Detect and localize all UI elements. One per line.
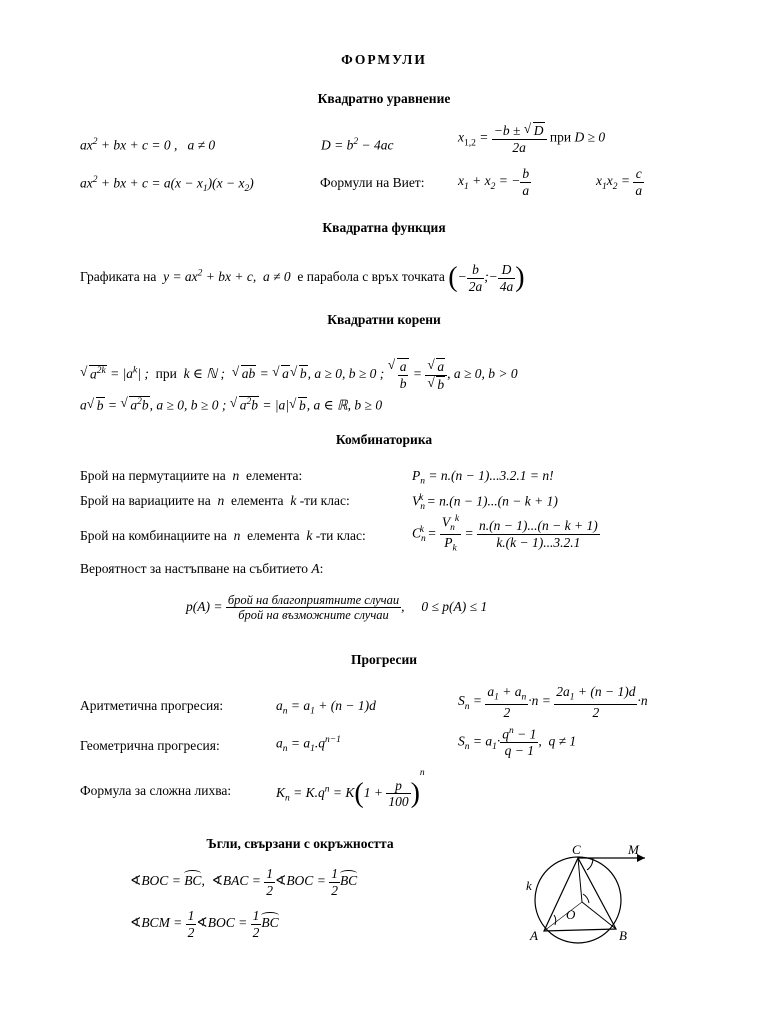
label-a: A <box>530 928 538 943</box>
compound-label: Формула за сложна лихва: <box>80 783 232 798</box>
segment-ob <box>582 902 616 929</box>
factored-form-formula: $ax^2$ + bx + $c = a(x - x_1)(x - x_2)$ <box>80 175 254 195</box>
tangent-chord-angle-formula: ∢BCM = $\frac{1}{2}$ ∢BOC = $\frac{1}{2}$ BC <box>130 908 279 940</box>
geometric-sum: $S_n = a_1\cdot$ $\frac{q^n - 1}{q - 1}$ , q ≠ 1 <box>458 726 577 759</box>
section-combinatorics: Комбинаторика <box>335 432 433 447</box>
probability-label: Вероятност за настъпване на събитието A: <box>80 561 324 576</box>
compound-interest-formula: $K_n = K.q^n = K(1$ + $\frac{p}{100}$ )$^n$ <box>276 768 425 810</box>
permutations-label: Брой на пермутациите на n елемента: <box>80 468 303 483</box>
label-b: B <box>619 928 627 943</box>
angle-o-arc <box>583 894 589 903</box>
circle-diagram <box>520 842 680 952</box>
variations-label: Брой на вариациите на n елемента k -ти клас: <box>80 493 350 508</box>
segment-oa <box>544 902 582 931</box>
vieta-label: Формули на Виет: <box>320 175 425 190</box>
probability-formula: p(A) = $\frac{\text{брой на благоприятните случаи}}{\text{брой на възможните случаи}}$ , 0 ≤ p(A) ≤ 1 <box>186 593 488 623</box>
section-square-roots: Квадратни корени <box>327 312 441 327</box>
geometric-nth-term: $a_n = a_1.q^{n-1}$ <box>276 735 341 755</box>
label-k: k <box>526 878 532 893</box>
combinations-formula: $C_n^k$ = $\frac{V_n^k}{P_k}$ = $\frac{n.(n - 1)...(n - k + 1)}{k.(k - 1)...3.2.1}$ <box>412 514 598 554</box>
section-progressions: Прогресии <box>350 652 418 667</box>
arithmetic-sum: $S_n$ = $\frac{a_1 + a_n}{2}$ ·n = $\frac{2a_1 + (n - 1)d}{2}$ ·n <box>458 684 648 720</box>
discriminant-formula: $D = b^2 - 4ac$ <box>321 137 394 153</box>
label-o: O <box>566 907 576 922</box>
roots-formula: $x_{1,2}$ = $\frac{-b \pm √ D}{2a}$ при D ≥ 0 <box>458 122 605 155</box>
section-quadratic-equation: Квадратно уравнение <box>317 91 451 106</box>
parabola-statement: Графиката на $y = ax^2$ + bx + c, a ≠ 0 е парабола с връх точката (− $\frac{b}{2a}$ ;− $\frac{D}{4a}$ ) <box>80 262 525 294</box>
section-quadratic-function: Квадратна функция <box>322 220 446 235</box>
section-circle-angles: Ъгли, свързани с окръжността <box>206 836 394 851</box>
page-title: ФОРМУЛИ <box>341 52 427 67</box>
quadratic-equation-formula: $ax^2$ + bx + c = 0 , a ≠ 0 <box>80 137 216 153</box>
square-root-rules-line1: √ $a^{2k} = |a^k|$ ; при k ∈ ℕ ; √ ab = √ a√ b, a ≥ 0, b ≥ 0 ; √ $\frac{a}{b}$ = √ a √ b , a ≥ 0, b > 0 <box>80 358 518 392</box>
variations-formula: $V_n^k = n.(n - 1)...(n - k + 1)$ <box>412 493 558 513</box>
label-m: M <box>628 842 639 857</box>
geometric-label: Геометрична прогресия: <box>80 738 220 753</box>
inscribed-angle-formula: ∢BOC = BC, ∢BAC = $\frac{1}{2}$ ∢BOC = $\frac{1}{2}$ BC <box>130 866 358 898</box>
combinations-label: Брой на комбинациите на n елемента k -ти клас: <box>80 528 366 543</box>
permutations-formula: $P_n = n.(n - 1)...3.2.1 = n$! <box>412 468 554 487</box>
vieta-product-formula: $x_1x_2$ = $\frac{c}{a}$ <box>596 166 643 198</box>
square-root-rules-line2: a√ b = √ $a^2b$, a ≥ 0, b ≥ 0 ; √ $a^2b = |a|√$ b, a ∈ ℝ, b ≥ 0 <box>80 396 382 414</box>
vieta-sum-formula: $x_1 + x_2$ = − $\frac{b}{a}$ <box>458 166 530 198</box>
label-c: C <box>572 842 581 857</box>
arithmetic-label: Аритметична прогресия: <box>80 698 224 713</box>
arithmetic-nth-term: $a_n = a_1 + (n - 1)d$ <box>276 698 376 717</box>
